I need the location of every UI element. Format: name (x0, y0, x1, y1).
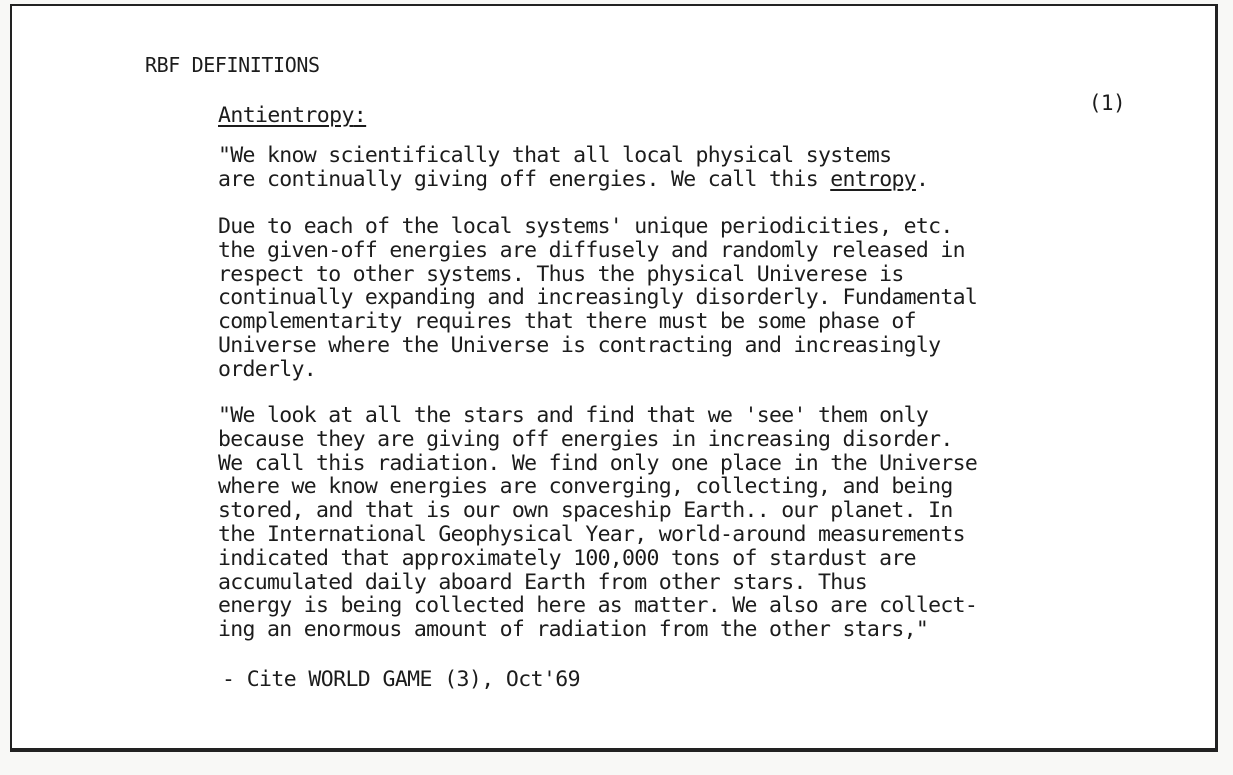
paragraph-1-end: . (915, 166, 929, 192)
entropy-emphasis: entropy (830, 166, 916, 192)
paragraph-1-line-1: "We know scientifically that all local physical systems (218, 143, 892, 168)
citation: - Cite WORLD GAME (3), Oct'69 (222, 667, 580, 692)
paragraph-3: "We look at all the stars and find that we 'see' them only because they are giving off energies in increasing disorder. We call this radiation. We find only one place in the Universe where we know energies are converging, collecting, and being stored, and that is our own spaceship Earth.. our planet. In the International Geophysical Year, world-around measurements indicated that approximately 100,000 tons of stardust are accumulated daily aboard Earth from other stars. Thus energy is being collected here as matter. We also are collect- ing an enormous amount of radiation from the other stars," (218, 403, 978, 643)
term-text: Antientropy (218, 103, 354, 128)
paragraph-1 (218, 144, 1138, 192)
definition-term (218, 104, 366, 128)
paragraph-2: Due to each of the local systems' unique periodicities, etc. the given-off energies are diffusely and randomly released in respect to other systems. Thus the physical Univerese is continually expanding and increasingly disorderly. Fundamental complementarity requires that there must be some phase of Universe where the Universe is contracting and increasingly orderly. (218, 214, 978, 382)
page-number: (1) (1088, 91, 1125, 115)
document-heading: RBF DEFINITIONS (145, 53, 320, 77)
term-colon: : (353, 103, 367, 128)
paragraph-1-line-2: are continually giving off energies. We call this (218, 166, 831, 192)
